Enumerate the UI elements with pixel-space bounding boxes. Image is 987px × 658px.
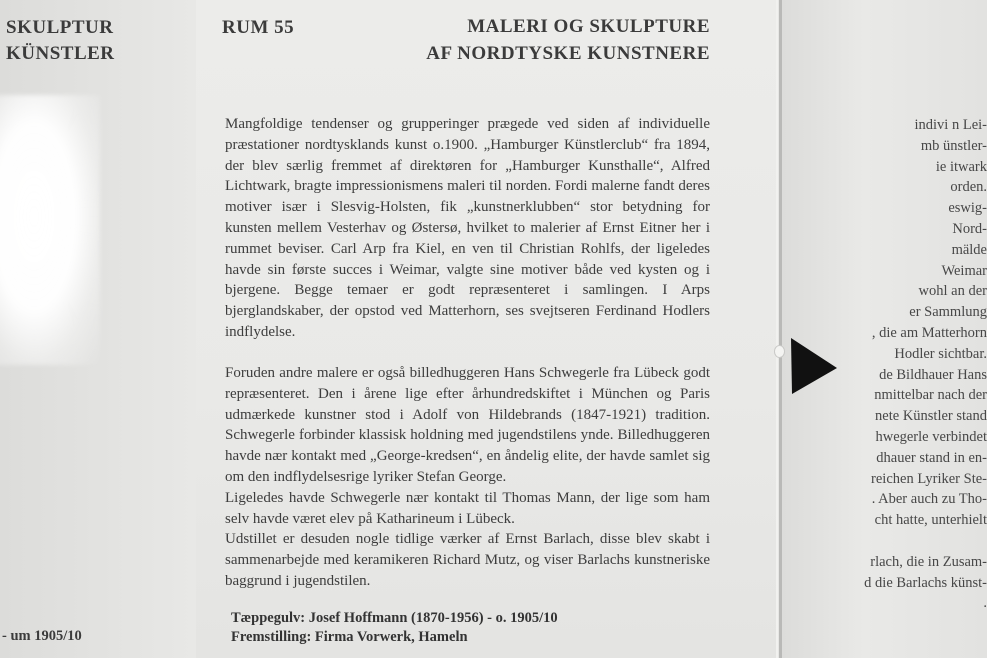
panel-title-line2: AF NORDTYSKE KUNSTNERE <box>426 43 710 64</box>
left-panel-line: rlach, die in Zusam- <box>870 553 987 570</box>
paragraph-3: Ligeledes havde Schwegerle nær kontakt til Thomas Mann, der lige som ham selv havde været elev på Katharineum i Lübeck. <box>225 489 710 527</box>
left-panel-line: orden. <box>950 179 987 196</box>
room-number: RUM 55 <box>222 17 295 38</box>
left-panel-line: eswig- <box>948 200 987 217</box>
left-panel-line: Hodler sichtbar. <box>894 345 987 362</box>
left-panel-line: . <box>983 595 987 612</box>
credits <box>231 609 558 647</box>
panel-title-line1: MALERI OG SKULPTURE <box>467 16 710 37</box>
left-panel-line: ie itwark <box>935 158 987 175</box>
credits-line2: Fremstilling: Firma Vorwerk, Hameln <box>231 629 468 645</box>
left-panel-line: . Aber auch zu Tho- <box>871 491 987 508</box>
paragraph-1: Mangfoldige tendenser og grupperinger prægede ved siden af individuelle præstationer nordtysklands kunst o.1900. „Hamburger Künstlerclub“ fra 1894, der blev særlig fremmet af direktøren for „Hamburger Kunsthalle“, Alfred Lichtwark, bragte impressionismens maleri til norden. Fordi malerne fandt deres motiver især i Slesvig-Holsten, fik „kunstnerklubben“ stor betydning for kunsten mellem Vesterhav og Østersø, hvilket to malerier af Ernst Eitner her i rummet beviser. Carl Arp fra Kiel, en ven til Christian Rohlfs, der ligeledes havde sin første succes i Weimar, valgte sine motiver både ved kysten og i bjergene. Begge temaer er godt repræsenteret i samlingen. I Arps bjerglandskaber, der opstod ved Matterhorn, ses svejtseren Ferdinand Hodlers indflydelse. <box>225 116 710 340</box>
left-panel-line: reichen Lyriker Ste- <box>871 470 987 487</box>
paragraph-group-2 <box>225 363 710 592</box>
panel-title <box>426 13 710 67</box>
left-panel-line: d die Barlachs künst- <box>864 574 987 591</box>
left-panel-footer: - um 1905/10 <box>2 628 82 644</box>
left-panel-line: Nord- <box>952 221 987 237</box>
left-panel-line: mb ünstler- <box>920 137 987 154</box>
paragraph-4: Udstillet er desuden nogle tidlige værker af Ernst Barlach, disse blev skabt i sammenarbejde med keramikeren Richard Mutz, og viser Barlachs kunstneriske baggrund i jugendstilen. <box>225 531 710 589</box>
left-panel-line: nmittelbar nach der <box>874 387 987 404</box>
glass-highlight <box>776 0 778 658</box>
light-glare <box>0 95 100 365</box>
glass-mount-dot <box>774 345 785 358</box>
paragraph-2: Foruden andre malere er også billedhuggeren Hans Schwegerle fra Lübeck godt repræsenteret. Den i årene lige efter århundredskiftet i München og Paris udmærkede kunstner stod i Adolf von Hildebrands (1847-1921) tradition. Schwegerle forbinder klassisk holdning med jugendstilens ynde. Billedhuggeren havde nær kontakt med „George-kredsen“, en åndelig elite, der havde samlet sig om den indflydelsesrige lyriker Stefan George. <box>225 365 710 485</box>
left-panel-line: mälde <box>951 241 987 258</box>
left-panel-line: Weimar <box>941 262 987 279</box>
left-panel-line: er Sammlung <box>909 304 987 321</box>
left-panel-line: nete Künstler stand <box>875 408 987 425</box>
left-panel-line: wohl an der <box>918 283 987 300</box>
left-panel-title-line1: SKULPTUR <box>6 17 114 38</box>
left-panel-line: dhauer stand in en- <box>876 449 987 466</box>
left-panel-line: hwegerle verbindet <box>875 429 987 445</box>
credits-line1: Tæppegulv: Josef Hoffmann (1870-1956) - o. 1905/10 <box>231 610 558 626</box>
left-panel-line: , die am Matterhorn <box>871 325 987 341</box>
left-panel-title-line2: KÜNSTLER <box>6 43 115 64</box>
left-panel-line: de Bildhauer Hans <box>879 366 987 383</box>
left-panel-line: indivi n Lei- <box>914 117 987 133</box>
right-arrow-icon <box>790 337 838 395</box>
left-panel-line: cht hatte, unterhielt <box>874 512 987 529</box>
